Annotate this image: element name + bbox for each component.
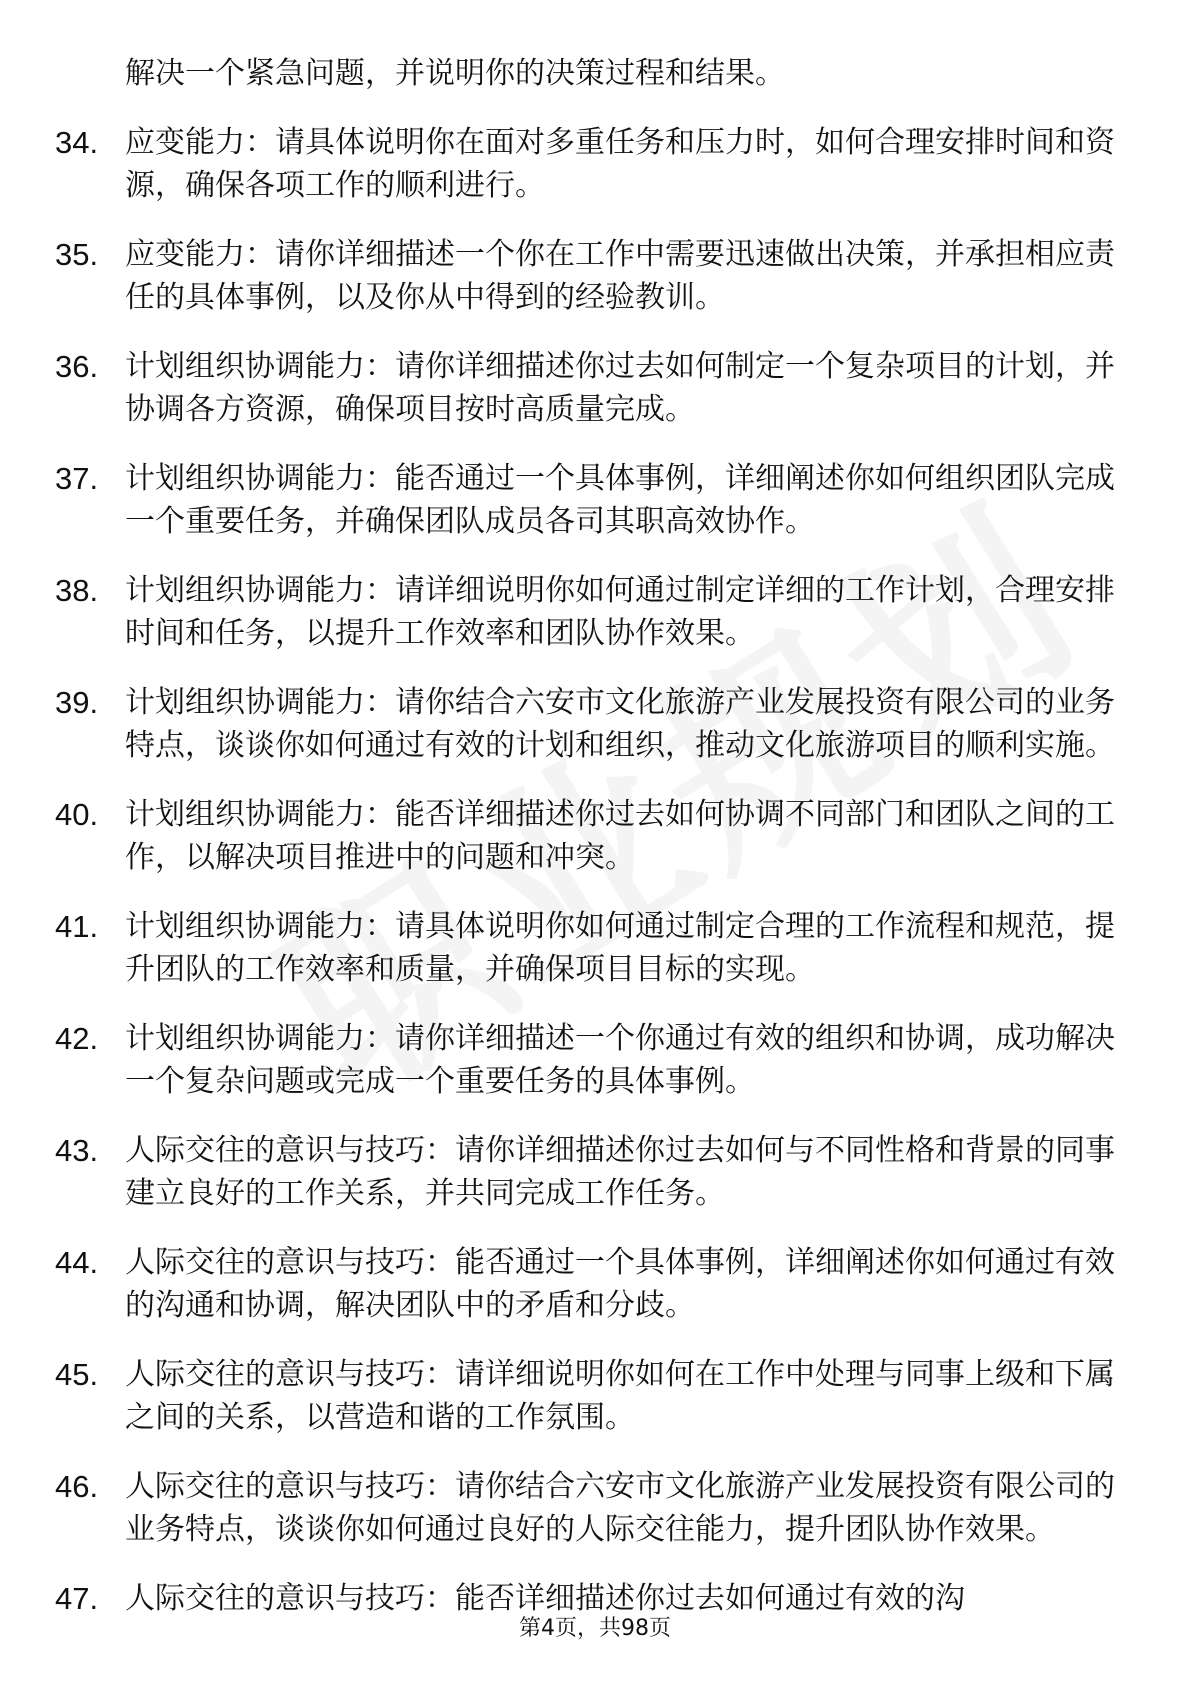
continuation-text: 解决一个紧急问题，并说明你的决策过程和结果。 [125,56,785,91]
item-text: 应变能力：请具体说明你在面对多重任务和压力时，如何合理安排时间和资源，确保各项工作的顺利进行。 [125,125,1115,203]
list-item [55,345,1125,431]
list-item [55,905,1125,991]
item-number: 44. [55,1245,99,1280]
item-number: 39. [55,685,99,720]
question-list [55,52,1125,1646]
item-text: 计划组织协调能力：能否详细描述你过去如何协调不同部门和团队之间的工作，以解决项目推进中的问题和冲突。 [125,797,1115,875]
item-number: 41. [55,909,99,944]
item-text: 计划组织协调能力：请详细说明你如何通过制定详细的工作计划，合理安排时间和任务，以提升工作效率和团队协作效果。 [125,573,1115,651]
item-text: 计划组织协调能力：请你详细描述一个你通过有效的组织和协调，成功解决一个复杂问题或完成一个重要任务的具体事例。 [125,1021,1115,1099]
item-number: 45. [55,1357,99,1392]
item-text: 人际交往的意识与技巧：能否详细描述你过去如何通过有效的沟 [125,1581,965,1616]
list-item [55,233,1125,319]
list-item [55,1129,1125,1215]
item-text: 人际交往的意识与技巧：请详细说明你如何在工作中处理与同事上级和下属之间的关系，以营造和谐的工作氛围。 [125,1357,1115,1435]
item-text: 计划组织协调能力：能否通过一个具体事例，详细阐述你如何组织团队完成一个重要任务，并确保团队成员各司其职高效协作。 [125,461,1115,539]
item-number: 36. [55,349,99,384]
item-number: 46. [55,1469,99,1504]
item-text: 人际交往的意识与技巧：请你详细描述你过去如何与不同性格和背景的同事建立良好的工作关系，并共同完成工作任务。 [125,1133,1115,1211]
item-text: 人际交往的意识与技巧：请你结合六安市文化旅游产业发展投资有限公司的业务特点，谈谈你如何通过良好的人际交往能力，提升团队协作效果。 [125,1469,1115,1547]
list-item [55,681,1125,767]
list-item [55,569,1125,655]
item-number: 40. [55,797,99,832]
item-number: 34. [55,125,99,160]
item-number: 35. [55,237,99,272]
list-item [55,121,1125,207]
item-text: 计划组织协调能力：请你详细描述你过去如何制定一个复杂项目的计划，并协调各方资源，确保项目按时高质量完成。 [125,349,1115,427]
item-number: 47. [55,1581,99,1616]
item-number: 43. [55,1133,99,1168]
list-item [55,1353,1125,1439]
list-item [55,457,1125,543]
item-text: 计划组织协调能力：请具体说明你如何通过制定合理的工作流程和规范，提升团队的工作效率和质量，并确保项目目标的实现。 [125,909,1115,987]
page-footer: 第4页，共98页 [519,1616,671,1641]
item-number: 38. [55,573,99,608]
item-text: 人际交往的意识与技巧：能否通过一个具体事例，详细阐述你如何通过有效的沟通和协调，解决团队中的矛盾和分歧。 [125,1245,1115,1323]
list-item [55,1465,1125,1551]
item-text: 应变能力：请你详细描述一个你在工作中需要迅速做出决策，并承担相应责任的具体事例，以及你从中得到的经验教训。 [125,237,1115,315]
item-text: 计划组织协调能力：请你结合六安市文化旅游产业发展投资有限公司的业务特点，谈谈你如何通过有效的计划和组织，推动文化旅游项目的顺利实施。 [125,685,1115,763]
list-item [55,793,1125,879]
list-item [55,1017,1125,1103]
list-item [55,1241,1125,1327]
item-number: 42. [55,1021,99,1056]
item-number: 37. [55,461,99,496]
